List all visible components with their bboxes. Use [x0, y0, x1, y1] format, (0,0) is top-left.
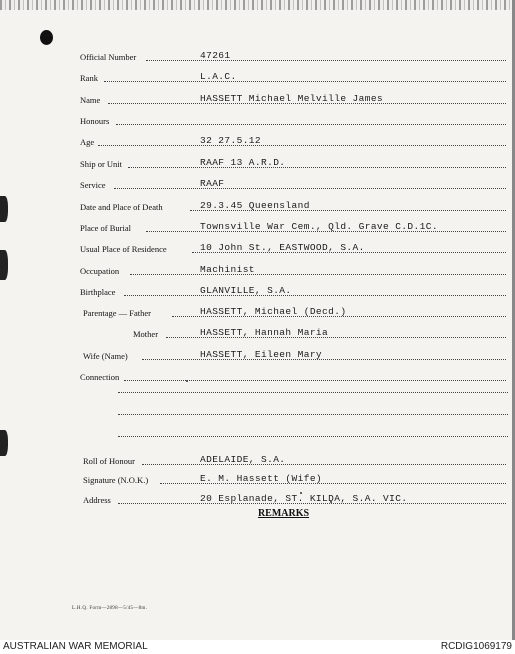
- footer-institution: AUSTRALIAN WAR MEMORIAL: [3, 641, 148, 652]
- field-usual-residence: [0, 238, 515, 254]
- field-label: Ship or Unit: [80, 159, 123, 169]
- archive-footer: [0, 640, 515, 654]
- field-wife-name: [0, 345, 515, 361]
- field-rule: [116, 124, 506, 125]
- field-roll-of-honour: [0, 450, 515, 466]
- field-label: Signature (N.O.K.): [83, 475, 149, 485]
- field-rule: [128, 167, 506, 168]
- field-parentage-mother: [0, 323, 515, 339]
- field-value: 47261: [200, 50, 231, 61]
- field-rule: [98, 145, 506, 146]
- field-label: Connection: [80, 372, 120, 382]
- field-value: HASSETT, Eileen Mary: [200, 349, 323, 360]
- field-birthplace: [0, 281, 515, 297]
- field-parentage-father: [0, 302, 515, 318]
- field-ship-or-unit: [0, 153, 515, 169]
- remarks-heading: REMARKS: [257, 508, 310, 519]
- field-label: Service: [80, 180, 106, 190]
- field-rule: [114, 188, 506, 189]
- field-label: Usual Place of Residence: [80, 244, 167, 254]
- field-label: Wife (Name): [83, 351, 128, 361]
- field-label: Age: [80, 137, 95, 147]
- field-rule: [124, 380, 506, 381]
- field-value: E. M. Hassett (Wife): [200, 473, 323, 484]
- punch-hole: [40, 30, 53, 45]
- remarks-heading-wrap: [0, 508, 515, 519]
- field-label: Birthplace: [80, 287, 116, 297]
- field-value: GLANVILLE, S.A.: [200, 285, 292, 296]
- field-value: Townsville War Cem., Qld. Grave C.D.1C.: [200, 221, 438, 232]
- field-value: 10 John St., EASTWOOD, S.A.: [200, 242, 365, 253]
- field-rule: [142, 464, 506, 465]
- field-address: [0, 489, 515, 505]
- field-value: ADELAIDE, S.A.: [200, 454, 286, 465]
- field-rule: [104, 81, 506, 82]
- field-signature-nok: [0, 469, 515, 485]
- field-occupation: [0, 260, 515, 276]
- footer-record-id: RCDIG1069179: [440, 641, 512, 652]
- field-rank: [0, 67, 515, 83]
- field-label: Honours: [80, 116, 110, 126]
- field-service: [0, 174, 515, 190]
- field-name: [0, 89, 515, 105]
- field-label: Occupation: [80, 266, 120, 276]
- field-label: Parentage — Father: [83, 308, 151, 318]
- field-official-number: [0, 46, 515, 62]
- field-value: 32 27.5.12: [200, 135, 262, 146]
- field-value: HASSETT Michael Melville James: [200, 93, 384, 104]
- field-date-place-of-death: [0, 196, 515, 212]
- field-rule: [124, 295, 506, 296]
- field-value: HASSETT, Michael (Decd.): [200, 306, 347, 317]
- field-rule: [142, 359, 506, 360]
- field-value: HASSETT, Hannah Maria: [200, 327, 329, 338]
- field-value: L.A.C.: [200, 71, 237, 82]
- field-place-of-burial: [0, 217, 515, 233]
- field-label: Address: [83, 495, 111, 505]
- connection-blank-line: [118, 392, 508, 393]
- field-label: Official Number: [80, 52, 137, 62]
- field-value: 20 Esplanade, ST. KILDA, S.A. VIC.: [200, 493, 408, 504]
- field-label: Name: [80, 95, 101, 105]
- connection-blank-line: [118, 414, 508, 415]
- connection-blank-line: [118, 436, 508, 437]
- field-connection: [0, 366, 515, 382]
- field-age: [0, 131, 515, 147]
- field-label: Mother: [133, 329, 159, 339]
- field-label: Date and Place of Death: [80, 202, 163, 212]
- field-value: RAAF: [200, 178, 225, 189]
- scan-top-edge: [0, 0, 515, 10]
- field-label: Roll of Honour: [83, 456, 135, 466]
- field-value: RAAF 13 A.R.D.: [200, 157, 286, 168]
- field-honours: [0, 110, 515, 126]
- field-label: Rank: [80, 73, 98, 83]
- form-reference: L.H.Q. Form—2898—5/45—8m.: [72, 606, 148, 611]
- field-label: Place of Burial: [80, 223, 131, 233]
- field-rule: [130, 274, 506, 275]
- field-value: Machinist: [200, 264, 255, 275]
- field-value: 29.3.45 Queensland: [200, 200, 310, 211]
